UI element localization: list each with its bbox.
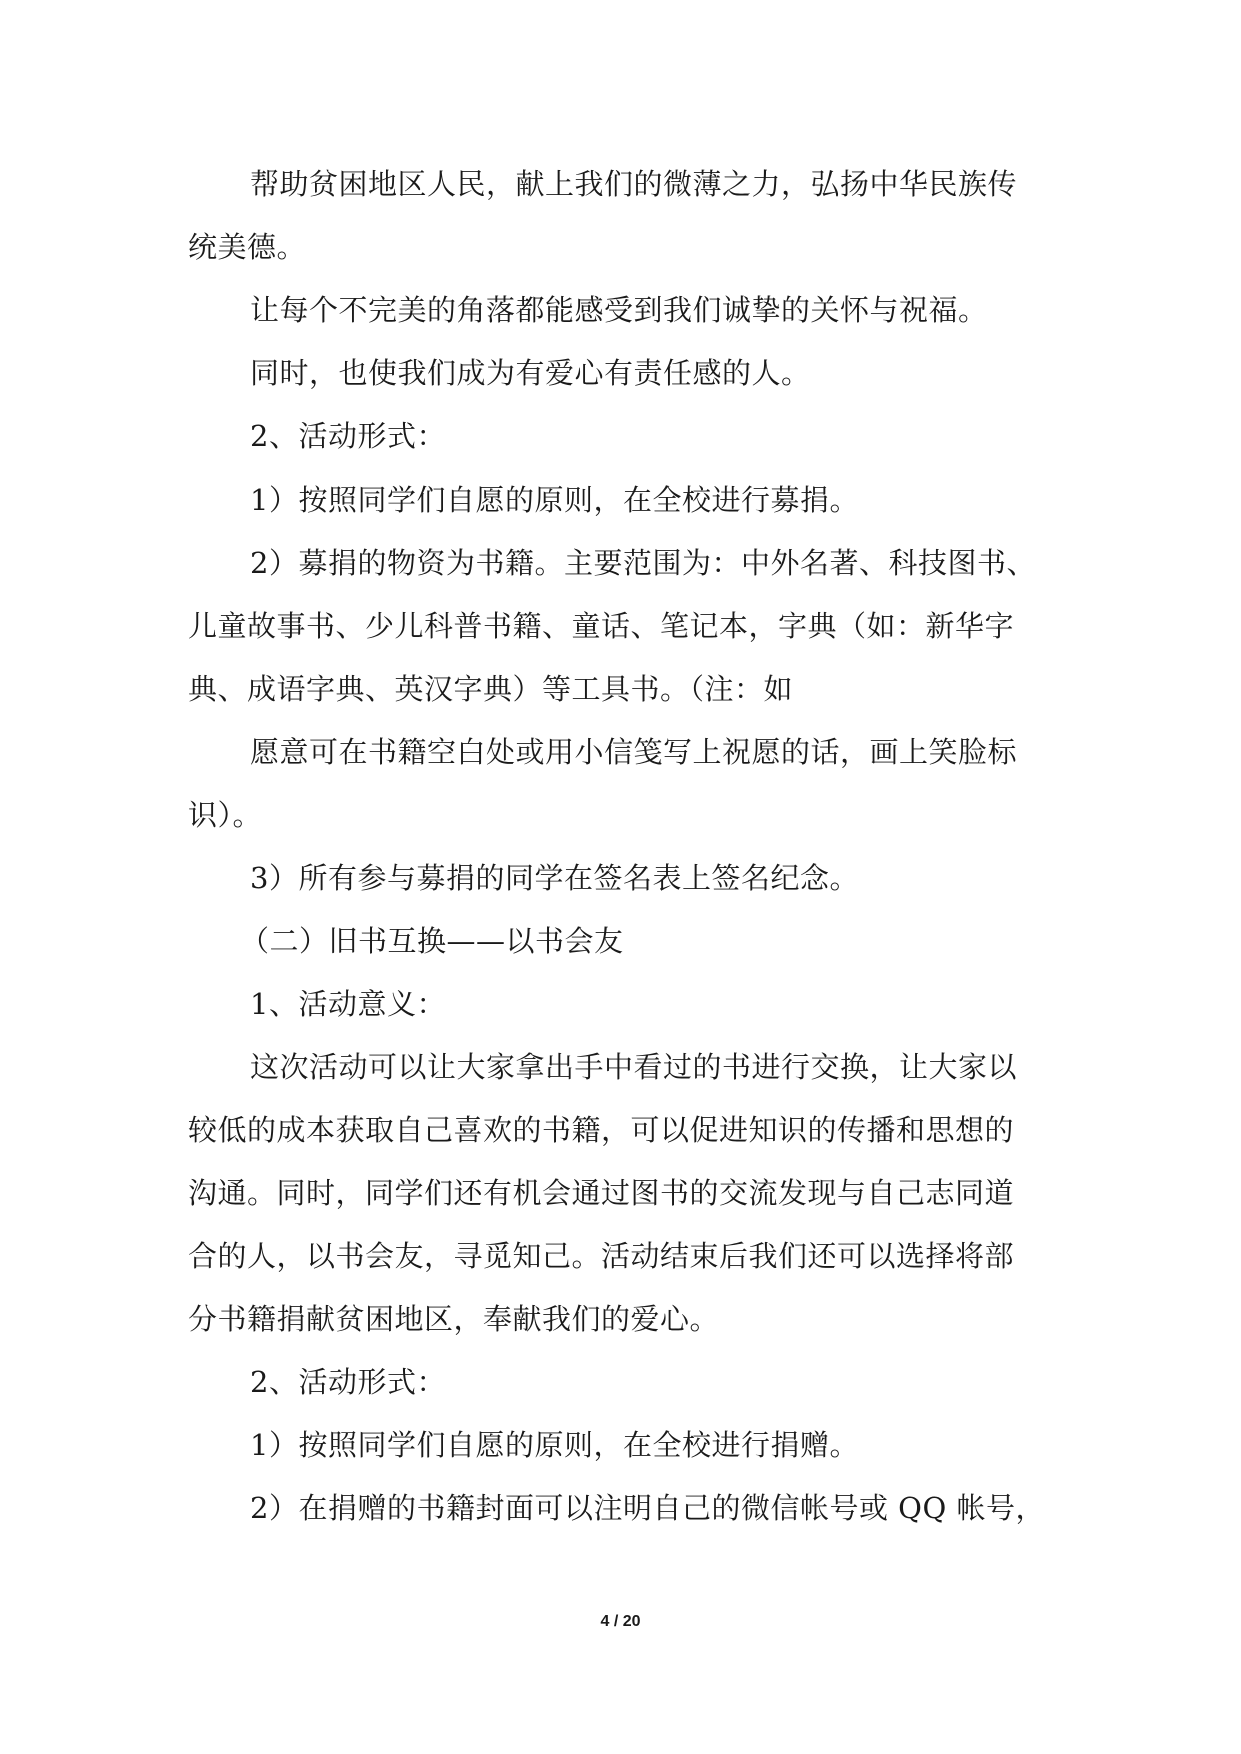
list-item: 1）按照同学们自愿的原则，在全校进行捐赠。 xyxy=(250,1428,859,1462)
section-heading: 2、活动形式： xyxy=(250,1365,446,1399)
subsection-heading: （二）旧书互换——以书会友 xyxy=(240,924,624,958)
paragraph-line: 合的人，以书会友，寻觅知己。活动结束后我们还可以选择将部 xyxy=(188,1239,1015,1273)
list-item: 2）在捐赠的书籍封面可以注明自己的微信帐号或 QQ 帐号， xyxy=(250,1491,1045,1525)
list-item: 1）按照同学们自愿的原则，在全校进行募捐。 xyxy=(250,483,859,517)
paragraph-line: 较低的成本获取自己喜欢的书籍，可以促进知识的传播和思想的 xyxy=(188,1113,1015,1147)
paragraph-line: 分书籍捐献贫困地区，奉献我们的爱心。 xyxy=(188,1302,720,1336)
paragraph-line: 识）。 xyxy=(188,798,263,832)
list-item: 2）募捐的物资为书籍。主要范围为：中外名著、科技图书、 xyxy=(250,546,1036,580)
paragraph-line: 同时，也使我们成为有爱心有责任感的人。 xyxy=(250,356,811,390)
paragraph-line: 让每个不完美的角落都能感受到我们诚挚的关怀与祝福。 xyxy=(250,293,988,327)
paragraph-line: 儿童故事书、少儿科普书籍、童话、笔记本，字典（如：新华字 xyxy=(188,609,1015,643)
paragraph-line: 典、成语字典、英汉字典）等工具书。（注：如 xyxy=(188,672,794,706)
list-item: 3）所有参与募捐的同学在签名表上签名纪念。 xyxy=(250,861,859,895)
paragraph-line: 这次活动可以让大家拿出手中看过的书进行交换，让大家以 xyxy=(250,1050,1018,1084)
paragraph-line: 帮助贫困地区人民，献上我们的微薄之力，弘扬中华民族传 xyxy=(250,167,1018,201)
page-number: 4 / 20 xyxy=(600,1613,641,1630)
paragraph-line: 愿意可在书籍空白处或用小信笺写上祝愿的话，画上笑脸标 xyxy=(250,735,1018,769)
paragraph-line: 统美德。 xyxy=(188,230,307,264)
section-heading: 2、活动形式： xyxy=(250,419,446,453)
paragraph-line: 沟通。同时，同学们还有机会通过图书的交流发现与自己志同道 xyxy=(188,1176,1015,1210)
section-heading: 1、活动意义： xyxy=(250,987,446,1021)
